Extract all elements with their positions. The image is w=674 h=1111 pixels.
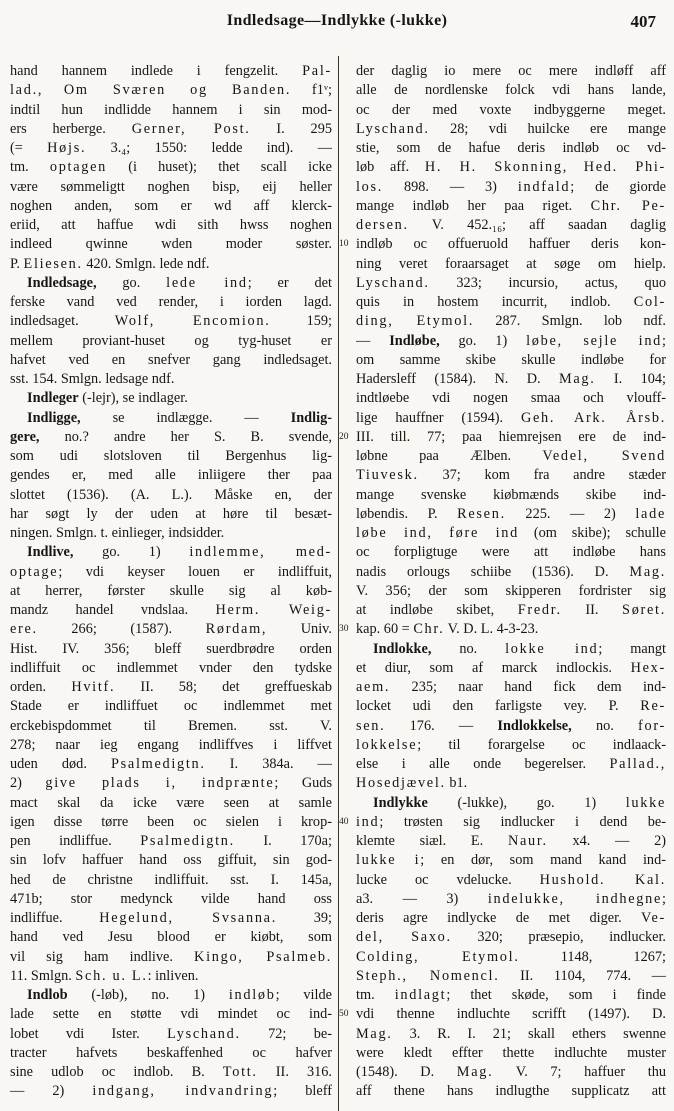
text-line: løb aff. H. H. Skonning, Hed. Phi-	[356, 159, 666, 176]
text-line: else i alle onde begerelser. Pallad.,	[356, 756, 666, 772]
text-line: ferske vand ved render, i iorden lagd.	[10, 294, 332, 310]
text-line: hafvet ved en snefver gang indledsaget.	[10, 351, 332, 368]
text-line: sine udlob oc indlob. B. Tott. II. 316.	[10, 1064, 332, 1080]
text-line: aem. 235; naar hand fick dem ind-	[356, 679, 666, 695]
text-line: ding, Etymol. 287. Smlgn. lob ndf.	[356, 313, 666, 330]
text-line: 278; naar ieg engang indliffves i liffvet	[10, 736, 332, 753]
text-line: lokkelse; til forargelse oc indlaack-	[356, 736, 666, 753]
text-line: ers herberge. Gerner, Post. I. 295	[10, 120, 332, 137]
text-line: (= Højs. 3.₄; 1550: ledde ind). —	[10, 140, 332, 156]
text-line: Indlokke, no. lokke ind; mangt	[373, 640, 666, 657]
text-line: locket udi den farligste vey. P. Re-	[356, 698, 666, 715]
text-line: were kledt effter thette indluchte muster	[356, 1044, 666, 1061]
line-number-marker: 30	[339, 624, 349, 635]
text-line: kap. 60 = Chr. V. D. L. 4-3-23.	[356, 621, 539, 638]
text-line: ind; trøsten sig indlucker i dend be-	[356, 813, 666, 830]
text-line: deris agre indlycke de met diger. Ve-	[356, 910, 666, 926]
text-line: indløb oc offueruold haffuer deris kon-	[356, 236, 666, 253]
text-line: indledsaget. Wolf, Encomion. 159;	[10, 313, 332, 330]
text-line: quis in hostem incurrit, indlob. Col-	[356, 294, 666, 310]
line-number-marker: 20	[339, 431, 349, 442]
text-line: Colding, Etymol. 1148, 1267;	[356, 948, 666, 965]
text-line: gendes er, med alle inliigere ther paa	[10, 467, 332, 484]
text-line: optage; vdi keyser louen er indliffuit,	[10, 563, 332, 580]
text-line: indliffue. Hegelund, Svsanna. 39;	[10, 910, 332, 926]
text-line: Lyschand. 28; vdi huilcke ere mange	[356, 120, 666, 137]
text-line: mange svenske kiøbmænds skibe ind-	[356, 486, 666, 503]
line-number-marker: 40	[339, 816, 349, 827]
text-line: — 2) indgang, indvandring; bleff	[10, 1083, 332, 1100]
text-line: ning veret foraarsaget at søge om hielp.	[356, 255, 666, 272]
text-line: sin lofv haffuer hand oss giffuit, sin god-	[10, 852, 332, 869]
text-line: har søgt ly der uden at høre til besæt-	[10, 505, 332, 522]
text-line: lige hauffner (1594). Geh. Ark. Årsb.	[356, 409, 666, 426]
text-line: ere. 266; (1587). Rørdam, Univ.	[10, 621, 332, 638]
text-line: hand ved Jesu blood er kiøbt, som	[10, 929, 332, 946]
text-line: oc der med voxte indbyggerne meget.	[356, 101, 666, 118]
text-line: nadis orlougs schiibe (1536). D. Mag.	[356, 563, 666, 580]
text-line: om samme skibe skulle indløbe for	[356, 351, 666, 368]
text-line: Indleger (-lejr), se indlager.	[27, 390, 188, 407]
text-line: alle de nordlenske folck vdi hans lande,	[356, 82, 666, 99]
text-line: orden. Hvitf. II. 58; det greffueskab	[10, 679, 332, 695]
text-line: være sømmeligtt noghen bisp, eij heller	[10, 178, 332, 195]
text-line: 471b; stor medynck vilde hand oss	[10, 890, 332, 907]
text-line: noghen anden, som er wd aff klerck-	[10, 197, 332, 214]
text-line: lukke i; en dør, som mand kand ind-	[356, 852, 666, 869]
text-line: mellem proviant-huset og tyg-huset er	[10, 332, 332, 349]
text-line: — Indløbe, go. 1) løbe, sejle ind;	[356, 332, 666, 349]
column-divider-rule	[338, 56, 339, 1111]
left-column	[10, 62, 332, 1102]
text-line: Stade er indliffuet oc indlemmet met	[10, 698, 332, 715]
text-line: indtløebe vdi nogen smaa och vlouff-	[356, 390, 666, 407]
text-line: et diur, som af marck indlockis. Hex-	[356, 659, 666, 676]
text-line: los. 898. — 3) indfald; de giorde	[356, 178, 666, 195]
text-line: indliffuit oc indlemmet vnder den tydske	[10, 659, 332, 676]
text-line: klemte siæl. E. Naur. x4. — 2)	[356, 833, 666, 849]
text-line: aff thene hans indlugthe supplicatz att	[356, 1083, 666, 1100]
text-line: III. till. 77; paa hiemrejsen ere de ind-	[356, 428, 666, 445]
text-line: ningen. Smlgn. t. einlieger, indsidder.	[10, 525, 225, 541]
running-header	[0, 12, 674, 42]
text-line: indtil hun indlidde hannem i sin mod-	[10, 101, 332, 118]
text-line: at indløbe skibet, Fredr. II. Søret.	[356, 602, 666, 618]
text-line: mange indløb her paa riget. Chr. Pe-	[356, 197, 666, 214]
text-line: mact skal da icke være seen at samle	[10, 794, 332, 811]
line-number-marker: 10	[339, 239, 349, 250]
line-number-marker: 50	[339, 1009, 349, 1020]
text-line: sen. 176. — Indlokkelse, no. for-	[356, 717, 666, 734]
text-line: hand hannem indlede i fengzelit. Pal-	[10, 63, 332, 79]
text-line: lobet vdi Ister. Lyschand. 72; be-	[10, 1025, 332, 1042]
text-line: del, Saxo. 320; præsepio, indlucker.	[356, 929, 666, 946]
text-line: Hadersleff (1584). N. D. Mag. I. 104;	[356, 371, 666, 387]
text-line: dersen. V. 452.₁₆; aff saadan daglig	[356, 217, 666, 233]
text-line: Lyschand. 323; incursio, actus, quo	[356, 274, 666, 291]
text-line: mandz handel vndslaa. Herm. Weig-	[10, 602, 332, 618]
page-title: Indledsage—Indlykke (-lukke)	[226, 12, 448, 29]
text-line: uden død. Psalmedigtn. I. 384a. —	[10, 756, 332, 772]
text-line: hed de christne indliffuit. sst. I. 145a,	[10, 871, 332, 888]
text-line: lad., Om Sværen og Banden. f1ᵛ;	[10, 82, 332, 99]
text-line: P. Eliesen. 420. Smlgn. lede ndf.	[10, 255, 210, 272]
text-line: løbne paa Ælben. Vedel, Svend	[356, 448, 666, 464]
text-line: tracter hafvets beskaffenhed oc hafver	[10, 1044, 332, 1061]
text-line: lucke oc vdelucke. Hushold. Kal.	[356, 871, 666, 888]
text-line: løbe ind, føre ind (om skibe); schulle	[356, 525, 666, 541]
text-line: Tiuvesk. 37; kom fra andre stæder	[356, 467, 666, 484]
text-line: vil sig ham indlive. Kingo, Psalmeb.	[10, 948, 332, 965]
text-line: Steph., Nomencl. II. 1104, 774. —	[356, 967, 666, 984]
text-line: Mag. 3. R. I. 21; skall ethers swenne	[356, 1025, 666, 1042]
text-line: igen disse tørre been oc sielen i krop-	[10, 813, 332, 830]
text-line: gere, no.? andre her S. B. svende,	[10, 428, 332, 445]
text-line: sst. 154. Smlgn. ledsage ndf.	[10, 371, 175, 387]
text-line: Hosedjævel. b1.	[356, 775, 468, 792]
text-line: (1548). D. Mag. V. 7; haffuer thu	[356, 1064, 666, 1080]
text-line: 2) give plads i, indprænte; Guds	[10, 775, 332, 792]
text-line: Indlive, go. 1) indlemme, med-	[27, 544, 332, 561]
text-line: Hist. IV. 356; bleff suerdbrødre orden	[10, 640, 332, 657]
text-line: at herrer, førster skulle sig al køb-	[10, 582, 332, 599]
text-line: oc forpligtuge were att indløbe hans	[356, 544, 666, 561]
text-line: slottet (1536). (A. L.). Måske en, der	[10, 486, 332, 503]
text-line: Indlob (-løb), no. 1) indløb; vilde	[27, 987, 332, 1003]
text-line: Indligge, se indlægge. — Indlig-	[27, 409, 332, 426]
text-line: Indledsage, go. lede ind; er det	[27, 274, 332, 291]
text-line: V. 356; der som skipperen fordrister sig	[356, 582, 666, 599]
text-line: lade sette en støtte vdi mindet oc ind-	[10, 1006, 332, 1023]
text-line: erckebispdommet til Bremen. sst. V.	[10, 717, 332, 734]
text-line: indleed qwinne wden moder søster.	[10, 236, 332, 253]
text-line: løbendis. P. Resen. 225. — 2) lade	[356, 505, 666, 522]
text-line: a3. — 3) indelukke, indhegne;	[356, 890, 666, 907]
text-line: Indlykke (-lukke), go. 1) lukke	[373, 794, 666, 811]
text-line: vdi thenne indluchte scrifft (1497). D.	[356, 1006, 666, 1023]
text-line: stie, som de hafue deris indløb oc vd-	[356, 140, 666, 156]
text-line: pen indliffue. Psalmedigtn. I. 170a;	[10, 833, 332, 849]
text-line: tm. indlagt; thet skøde, som i finde	[356, 987, 666, 1003]
text-line: eriid, att haffue wdi sith hwss noghen	[10, 217, 332, 233]
text-line: 11. Smlgn. Sch. u. L.: inliven.	[10, 967, 199, 984]
page-number: 407	[630, 12, 656, 31]
text-line: som udi slotsloven til Bergenhus lig-	[10, 448, 332, 464]
right-column	[339, 62, 666, 1102]
text-line: tm. optagen (i huset); thet scall icke	[10, 159, 332, 176]
text-line: der daglig io mere oc mere indløff aff	[356, 63, 666, 79]
